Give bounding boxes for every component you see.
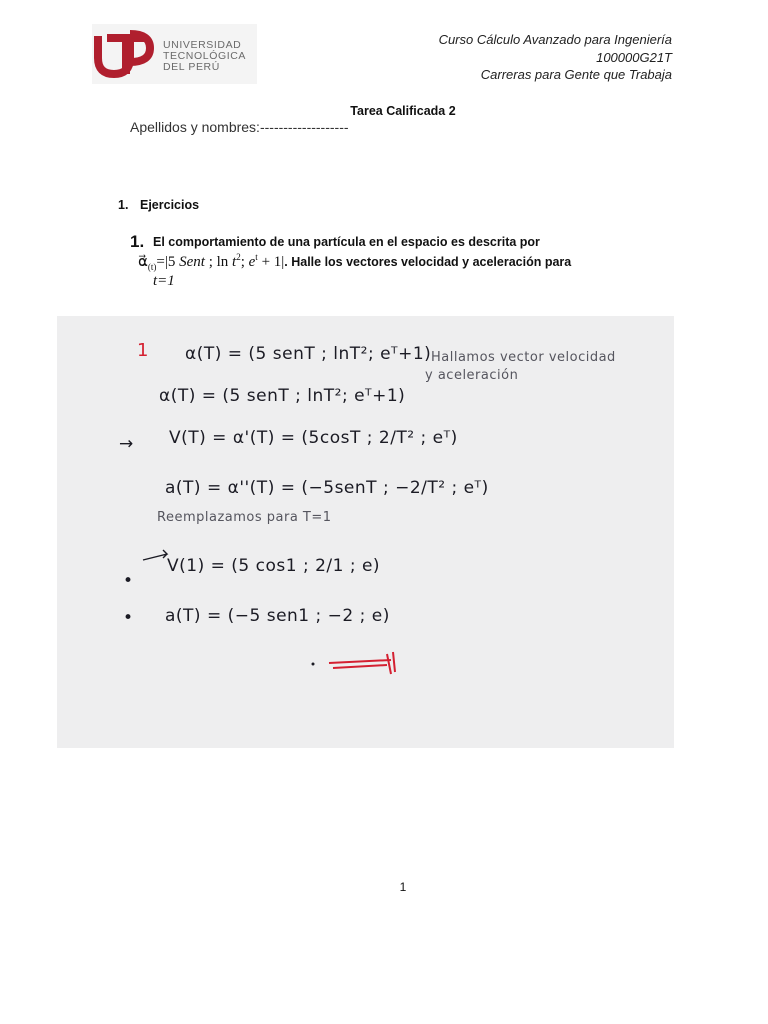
page-title: Tarea Calificada 2	[350, 104, 456, 118]
logo-line-3: DEL PERÚ	[163, 61, 220, 73]
question-line-2	[138, 252, 571, 272]
solution-line-5: Reemplazamos para T=1	[157, 510, 332, 525]
solution-line-7: a(T) = (−5 sen1 ; −2 ; e)	[165, 606, 390, 626]
position-formula: $\alpha⃗_{(t)}=|5$ Sent ; $\ln t^2$; $e^t + 1|$	[138, 252, 285, 272]
solution-note-1: Hallamos vector velocidad	[431, 350, 616, 365]
logo-line-2: TECNOLÓGICA	[163, 50, 247, 62]
red-check-icon	[387, 652, 395, 674]
hand-arrow-icon	[143, 550, 167, 560]
ink-dot-icon	[312, 663, 315, 666]
red-underline-icon	[329, 660, 391, 668]
handwritten-solution-photo	[57, 316, 674, 748]
course-code: 100000G21T	[596, 50, 672, 65]
section-heading	[118, 198, 199, 212]
program-name: Carreras para Gente que Trabaja	[480, 67, 672, 82]
solution-line-1: α(T) = (5 senT ; lnT²; eᵀ+1)	[185, 344, 432, 364]
solution-mark: 1	[137, 340, 149, 361]
question-line-1: El comportamiento de una partícula en el espacio es descrita por	[153, 235, 540, 249]
solution-line-3: V(T) = α'(T) = (5cosT ; 2/T² ; eᵀ)	[169, 428, 458, 448]
bullet-dot: •	[123, 608, 134, 628]
names-line: Apellidos y nombres:-------------------	[130, 119, 349, 135]
question-line-3: t=1	[153, 273, 175, 289]
solution-line-2: α(T) = (5 senT ; lnT²; eᵀ+1)	[159, 386, 406, 406]
bullet-dot: •	[123, 571, 134, 591]
solution-line-4: a(T) = α''(T) = (−5senT ; −2/T² ; eᵀ)	[165, 478, 489, 498]
section-label: Ejercicios	[140, 198, 200, 212]
course-name: Curso Cálculo Avanzado para Ingeniería	[438, 32, 672, 47]
utp-logo-icon	[92, 24, 154, 84]
university-logo	[92, 24, 257, 84]
handwriting-strokes	[57, 316, 674, 748]
question-number: 1.	[130, 232, 145, 251]
logo-line-1: UNIVERSIDAD	[163, 39, 242, 51]
solution-note-2: y aceleración	[425, 368, 519, 383]
section-number: 1.	[118, 198, 129, 212]
solution-line-6: V(1) = (5 cos1 ; 2/1 ; e)	[167, 556, 381, 576]
arrow-icon: →	[119, 434, 134, 454]
page-number: 1	[399, 880, 407, 894]
question-line-2-text: . Halle los vectores velocidad y aceleración para	[284, 255, 572, 269]
